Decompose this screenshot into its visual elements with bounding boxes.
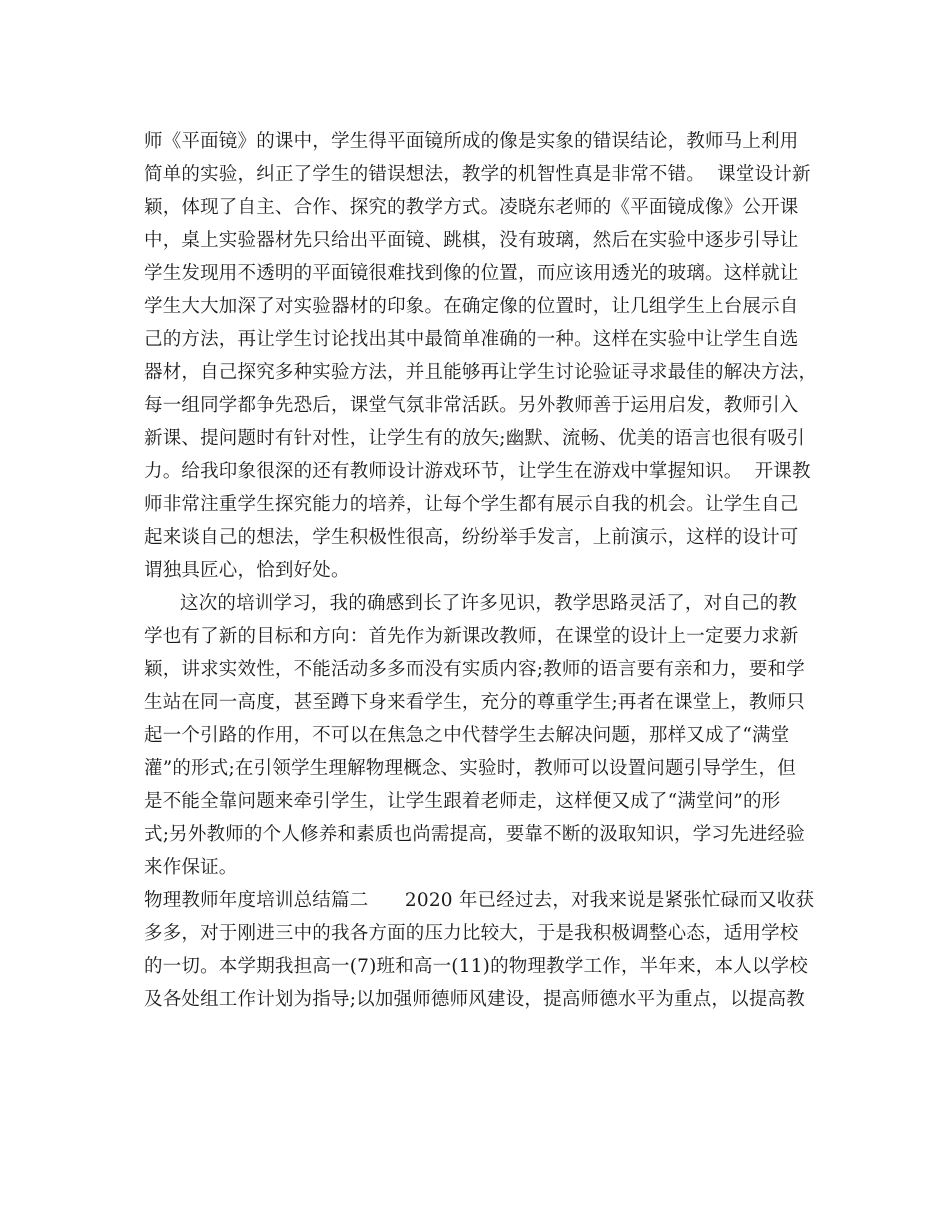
text-line: 中，桌上实验器材先只给出平面镜、跳棋，没有玻璃，然后在实验中逐步引导让 bbox=[144, 230, 799, 251]
text-line: 师非常注重学生探究能力的培养，让每个学生都有展示自我的机会。让学生自己 bbox=[144, 494, 799, 515]
text-line: 起一个引路的作用，不可以在焦急之中代替学生去解决问题，那样又成了“满堂 bbox=[144, 725, 790, 746]
text-line: 的一切。本学期我担高一(7)班和高一(11)的物理教学工作，半年来，本人以学校 bbox=[144, 956, 808, 977]
paragraph-first-line: 这次的培训学习，我的确感到长了许多见识，教学思路灵活了，对自己的教 bbox=[180, 593, 798, 614]
text-line: 颖，体现了自主、合作、探究的教学方式。凌晓东老师的《平面镜成像》公开课 bbox=[144, 197, 799, 218]
text-line: 学也有了新的目标和方向：首先作为新课改教师，在课堂的设计上一定要力求新 bbox=[144, 626, 799, 647]
text-line: 多多，对于刚进三中的我各方面的压力比较大，于是我积极调整心态，适用学校 bbox=[144, 923, 799, 944]
text-line: 学生大大加深了对实验器材的印象。在确定像的位置时，让几组学生上台展示自 bbox=[144, 296, 799, 317]
text-line: 新课、提问题时有针对性，让学生有的放矢;幽默、流畅、优美的语言也很有吸引 bbox=[144, 428, 805, 449]
text-line: 简单的实验，纠正了学生的错误想法，教学的机智性真是非常不错。 课堂设计新 bbox=[144, 164, 811, 185]
text-line: 己的方法，再让学生讨论找出其中最简单准确的一种。这样在实验中让学生自选 bbox=[144, 329, 799, 350]
text-line: 力。给我印象很深的还有教师设计游戏环节，让学生在游戏中掌握知识。 开课教 bbox=[144, 461, 811, 482]
text-line: 生站在同一高度，甚至蹲下身来看学生，充分的尊重学生;再者在课堂上，教师只 bbox=[144, 692, 805, 713]
text-line: 师《平面镜》的课中，学生得平面镜所成的像是实象的错误结论，教师马上利用 bbox=[144, 131, 799, 152]
text-line: 器材，自己探究多种实验方法，并且能够再让学生讨论验证寻求最佳的解决方法， bbox=[144, 362, 818, 383]
text-line: 灌”的形式;在引领学生理解物理概念、实验时，教师可以设置问题引导学生，但 bbox=[144, 758, 796, 779]
text-line: 每一组同学都争先恐后，课堂气氛非常活跃。另外教师善于运用启发，教师引入 bbox=[144, 395, 799, 416]
text-line: 起来谈自己的想法，学生积极性很高，纷纷举手发言，上前演示，这样的设计可 bbox=[144, 527, 799, 548]
text-line: 及各处组工作计划为指导;以加强师德师风建设，提高师德水平为重点，以提高教 bbox=[144, 989, 805, 1010]
text-line: 来作保证。 bbox=[144, 857, 238, 878]
text-line: 式;另外教师的个人修养和素质也尚需提高，要靠不断的汲取知识，学习先进经验 bbox=[144, 824, 805, 845]
text-line: 是不能全靠问题来牵引学生，让学生跟着老师走，这样便又成了“满堂问”的形 bbox=[144, 791, 781, 812]
text-line: 学生发现用不透明的平面镜很难找到像的位置，而应该用透光的玻璃。这样就让 bbox=[144, 263, 799, 284]
text-line: 谓独具匠心，恰到好处。 bbox=[144, 560, 350, 581]
section-heading-line: 物理教师年度培训总结篇二 2020 年已经过去，对我来说是紧张忙碌而又收获 bbox=[144, 890, 815, 911]
text-line: 颖，讲求实效性，不能活动多多而没有实质内容;教师的语言要有亲和力，要和学 bbox=[144, 659, 805, 680]
